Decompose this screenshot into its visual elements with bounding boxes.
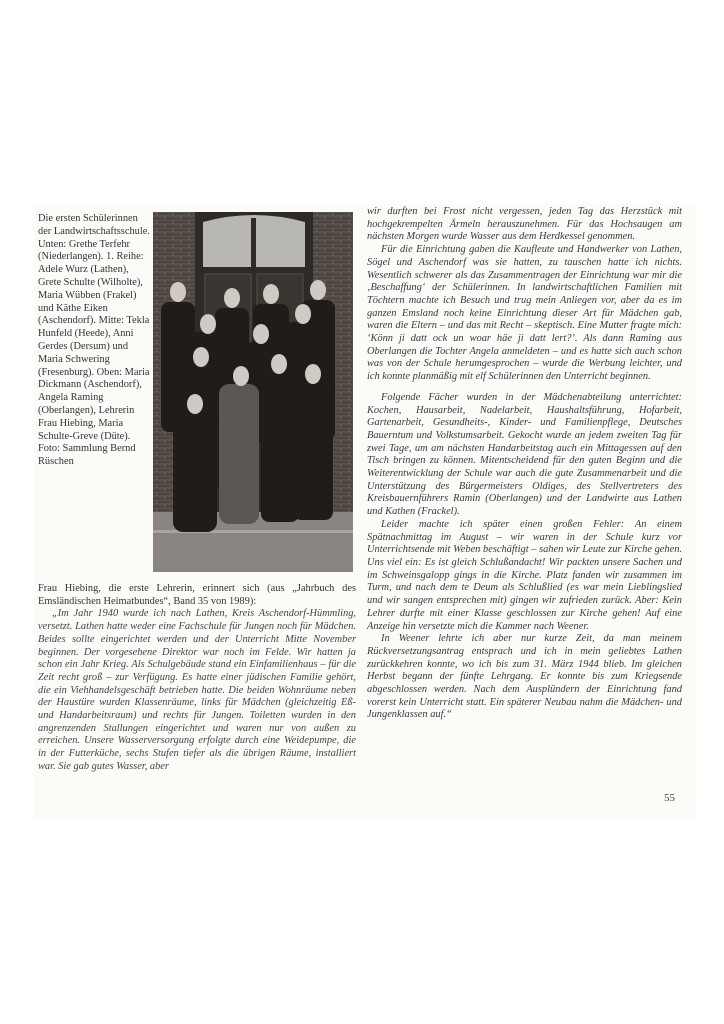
quote-paragraph: „Im Jahr 1940 wurde ich nach Lathen, Kreis Aschendorf-Hümmling, versetzt. Lathen hatte weder eine Fachschule für Jungen noch für Mädchen. Beides sollte eingerichtet werden und der Unterricht Mitte November beginnen. Der vorgesehene Direktor war noch im Felde. Wir hatten ja schon ein Jahr Krieg. Als Schulgebäude stand ein Einfamilienhaus – für die Zeit recht groß – zur Verfügung. Es hatte einer jüdischen Familie gehört, die ein Viehhandelsgeschäft betrieben hatte. Die beiden Wohnräume neben der Haustüre wurden Klassenräume, links für Mädchen (gleichzeitig Eß- und Handarbeitsraum) und rechts für Jungen. Toiletten wurden in den angrenzenden Stallungen eingerichtet und waren nur von außen zu erreichen. Unsere Wasserversorgung erfolgte durch eine Weidepumpe, die in der Futterküche, sechs Stufen tiefer als die übrigen Räume, installiert war. Sie gab gutes Wasser, aber: [38, 608, 356, 772]
paragraph: Folgende Fächer wurden in der Mädchenabteilung unterrichtet: Kochen, Hausarbeit, Nadelarbeit, Haushaltsführung, Hofarbeit, Gartenarbeit, Gesundheits-, Kinder- und Familienpflege, Deutsches Bauerntum und Volkstumsarbeit. Gekocht wurde an jedem zweiten Tag für zwei Tage, um am nächsten Handarbeitstag auch ein Mittagessen auf den Tisch bringen zu können. Mitentscheidend für den guten Beginn und die Weiterentwicklung der Schule war auch die gute Zusammenarbeit und die Unterstützung des Bürgermeisters Oldiges, des Stellvertreters des Kreisbauernführers Ramin (Oberlangen) und der Landwirte aus Lathen und Kathen (Frackel).: [367, 391, 682, 518]
left-column: [38, 583, 356, 774]
photo-caption: [38, 213, 152, 469]
paragraph: Leider machte ich später einen großen Fehler: An einem Spätnachmittag im August – wir waren in der Schule kurz vor Unterrichtsende mit Weben beschäftigt – sahen wir Leute zur Kirche gehen. Uns viel ein: Es ist gleich Schlußandacht! Wir packten unsere Sachen und im Schweinsgalopp gings in die Kirche. Platz fanden wir zusammen im Turm, und nach dem te Deum als Schlußlied (es war mein Lieblingslied und wir sangen entsprechen mit) gingen wir zufrieden zurück. Aber: Kein Lehrer durfte mit einer Klasse geschlossen zur Kirche gehen! Auf eine Anzeige hin versetzte mich die Kammer nach Weener.: [367, 518, 682, 632]
quote-intro: Frau Hiebing, die erste Lehrerin, erinnert sich (aus „Jahrbuch des Emsländischen Heimatbundes“, Band 35 von 1989):: [38, 583, 356, 607]
group-photo-image: [153, 212, 353, 572]
paragraph: wir durften bei Frost nicht vergessen, jeden Tag das Herzstück mit hochgekrempelten Ärmeln herauszunehmen. Für das Hochsaugen am nächsten Morgen wurde Wasser aus dem Herdkessel genommen.: [367, 206, 682, 243]
right-column: [367, 206, 682, 722]
paragraph: In Weener lehrte ich aber nur kurze Zeit, da man meinem Rückversetzungsantrag entsprach und ich in mein geliebtes Lathen zurückkehren konnte, wo ich bis zum 31. März 1944 blieb. Im gleichen Herbst begann der fünfte Lehrgang. Er konnte bis zum Kriegsende abgeschlossen werden. Nach dem Ausplündern der Einrichtung fand vorerst kein Unterricht statt. Ein späterer Neubau nahm die Mädchen- und Jungenklassen auf.“: [367, 633, 682, 721]
paragraph: Für die Einrichtung gaben die Kaufleute und Handwerker von Lathen, Sögel und Aschendorf was sie hatten, zu tauschen hatte ich nichts. Wesentlich schwerer als das Zusammentragen der Einrichtung war mir die ‚Beschaffung‘ der Schülerinnen. In landwirtschaftlichen Familien mit Töchtern machte ich Besuch und trug mein Anliegen vor, aber da es im ganzen Emsland noch keine Einrichtung dieser Art für Mädchen gab, waren die Eltern – und das mit Recht – skeptisch. Eine Mutter fragte mich: ‘Könn ji datt ock un woar häe ji datt lert?’. Als dann Raming aus Oberlangen die Tochter Angela anmeldeten – und es hatte sich auch schon was von der Schule herumgesprochen – wurde die Werbung leichter, und ich konnte planmäßig mit elf Schülerinnen den Unterricht beginnen.: [367, 244, 682, 383]
group-photo: [153, 212, 353, 572]
page-number: 55: [664, 792, 675, 804]
caption-text: Die ersten Schülerinnen der Landwirtschaftsschule. Unten: Grethe Terfehr (Niederlangen). 1. Reihe: Adele Wurz (Lathen), Grete Schulte (Wilholte), Maria Wübben (Frakel) und Käthe Eiken (Aschendorf). Mitte: Tekla Hunfeld (Heede), Anni Gerdes (Dersum) und Maria Schwering (Fresenburg). Oben: Maria Dickmann (Aschendorf), Angela Raming (Oberlangen), Lehrerin Frau Hiebing, Maria Schulte-Greve (Düte). Foto: Sammlung Bernd Rüschen: [38, 213, 150, 468]
